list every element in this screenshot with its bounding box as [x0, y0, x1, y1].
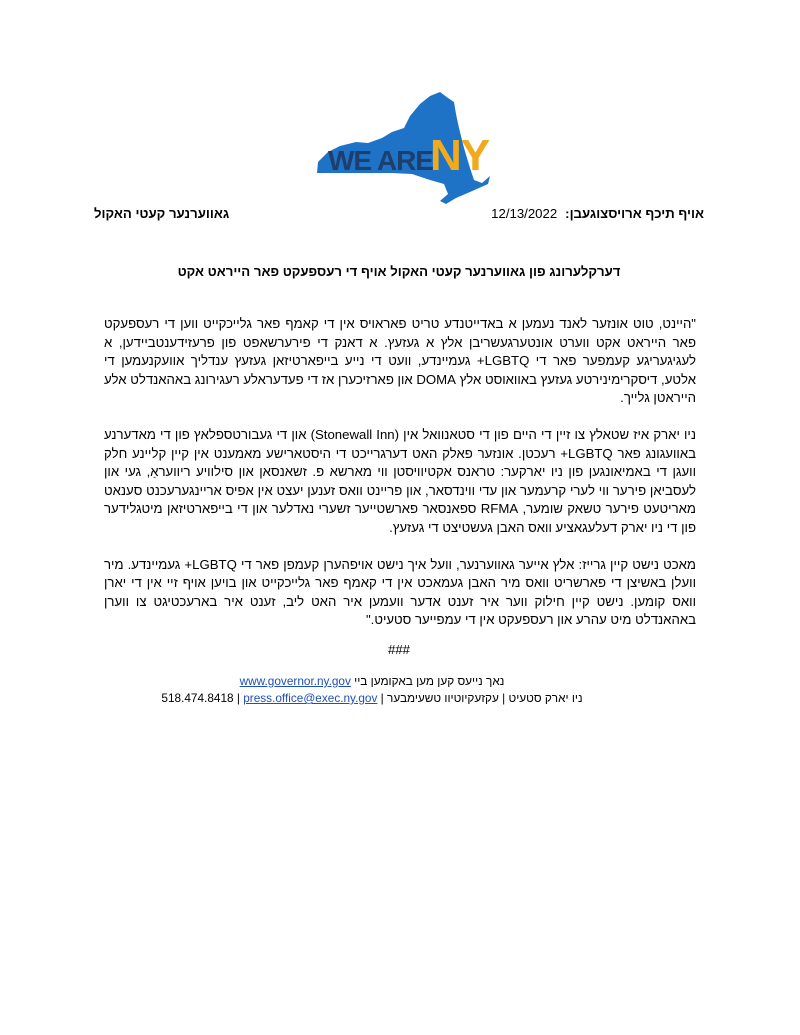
end-marker: ### — [387, 642, 410, 657]
footer-more-news-text: נאך נייעס קען מען באקומען ביי — [354, 674, 505, 688]
footer-office-text: ניו יארק סטעיט | עקזעקיוטיוו טשעימבער | — [380, 691, 583, 705]
footer-separator: | — [236, 691, 240, 705]
press-email-link[interactable]: press.office@exec.ny.gov — [243, 691, 378, 705]
statement-body — [104, 315, 696, 648]
headline: דערקלערונג פון גאווערנער קעטי האקול אויף די רעספעקט פאר הייראט אקט — [177, 264, 621, 279]
phone-number: 518.474.8418 — [161, 691, 234, 705]
logo-ny-text: NY — [430, 131, 490, 180]
release-label — [491, 204, 704, 224]
logo-we-are-text: WE ARE — [328, 145, 433, 176]
footer — [104, 673, 640, 707]
website-link[interactable]: www.governor.ny.gov — [239, 674, 351, 688]
governor-name: גאווערנער קעטי האקול — [94, 206, 230, 221]
paragraph-1: "היינט, טוט אונזער לאנד נעמען א באדייטנדע טריט פאראויס אין די קאמף פאר גלייכקייט ווען די רעספעקט פאר הייראט אקט ווערט אונטערגעשריבן אלץ א געזעץ. א דאנק די פירערשאפט פון פרעזידענטביידען, א לעגיגעריגע קעמפער פאר די LGBTQ+ געמיינדע, וועט די נייע בייפארטיזאן געזעץ ענדליך אוועקנעמען די אלטע, דיסקרימינירטע געזעץ באוואוסט אלץ DOMA און פארזיכערן אז די פעדעראלע רעגירונג באהאנדלט אלע הייראטן גלייך. — [104, 316, 697, 406]
paragraph-2: ניו יארק איז שטאלץ צו זיין די היים פון די סטאנוואל אין (Stonewall Inn) און די געבורטספלאץ פון די מאדערנע באוועגונג פאר LGBTQ+ רעכטן. אונזער פאלק האט דערגרייכט די היסטארישע מאמענט אין קיין קליינע חלק וועגן די באמיאונגען פון ניו יארקער: טראנס אקטיוויסטן ווי מארשא פ. זשאנסאן און סילוויע ריוועראַ, געי און לעסביאן פירער ווי לערי קרעמער און עדי ווינדסאר, און פריינט וואס זענען יעצט אין אפיס אריינגערעכנט סענאט מאריטעט פירער טשאק שומער, RFMA ספאנסאר פארשטייער זשערי נאדלער און די בייפארטיזאן מיטגלידער פון די ניו יארק דעלעגאציע וואס האבן געשטיצט די געזעץ. — [104, 426, 696, 535]
footer-line-1 — [104, 673, 640, 690]
release-date: 12/13/2022 — [491, 206, 558, 221]
header-row — [94, 204, 704, 226]
release-label-text: אויף תיכף ארויסצוגעבן: — [565, 206, 704, 221]
we-are-ny-logo — [312, 88, 492, 206]
footer-line-2 — [104, 690, 640, 707]
paragraph-3: מאכט נישט קיין גרייז: אלץ אייער גאווערנער, וועל איך נישט אויפהערן קעמפן פאר די LGBTQ+ געמיינדע. מיר וועלן באשיצן די פארשריט וואס מיר האבן געמאכט אין די קאמף פאר גלייכקייט און בויען אויף זיי אין די יארן וואס קומען. נישט קיין חילוק ווער איר זענט אדער וועמען איר האט ליב, זענט איר בארעכטיגט צו ווערן באהאנדלט מיט עהרע און רעספעקט אין די עמפייער סטעיט." — [104, 556, 696, 628]
